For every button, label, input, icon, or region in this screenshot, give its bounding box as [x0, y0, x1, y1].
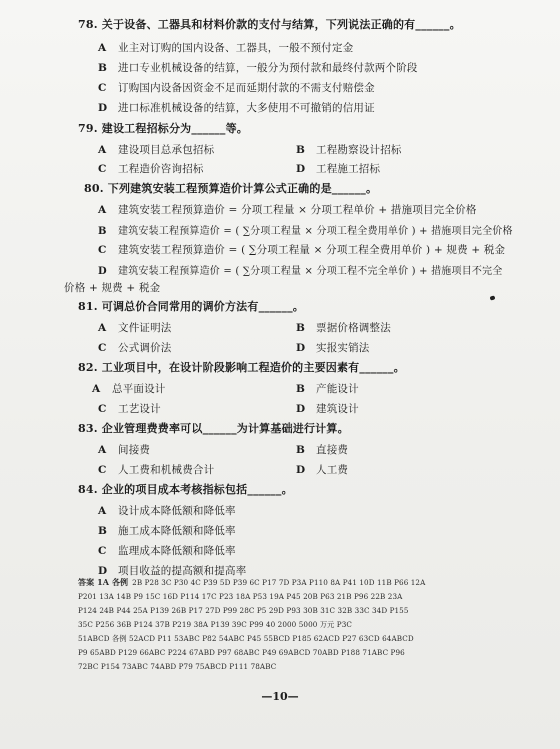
option-text: 直接费: [316, 444, 349, 456]
question-83-option-d: [296, 462, 348, 477]
option-text: 间接费: [118, 444, 151, 456]
option-key: A: [98, 444, 107, 456]
option-key: C: [98, 403, 107, 415]
answer-key-line: [78, 575, 528, 590]
option-text: 建筑安装工程预算造价 = ( ∑分项工程量 × 分项工程全费用单价 ) + 规费 + 税金: [118, 244, 506, 256]
question-81-option-c: [98, 340, 172, 355]
question-80-option-d-continuation: 价格 + 规费 + 税金: [64, 282, 161, 294]
answer-key-line: 72BC P154 73ABC 74ABD P79 75ABCD P111 78ABC: [78, 662, 277, 671]
question-82-option-a: [92, 381, 166, 396]
option-key: A: [98, 204, 107, 216]
question-80-option-c: [98, 242, 505, 257]
question-81-option-b: [296, 320, 391, 335]
option-text: 文件证明法: [118, 322, 172, 334]
option-text: 建筑安装工程预算造价 = ( ∑分项工程量 × 分项工程不完全单价 ) + 措施项目不完全: [118, 266, 503, 277]
option-text: 公式调价法: [118, 342, 172, 354]
question-79-option-c: [98, 161, 204, 176]
question-81-option-a: [98, 320, 172, 335]
option-key: B: [296, 383, 306, 395]
option-text: 工程施工招标: [316, 163, 381, 175]
option-text: 总平面设计: [112, 383, 166, 395]
answer-key-lead: 答案 1A 各例: [78, 577, 129, 587]
question-84-option-b: [98, 523, 236, 538]
option-text: 项目收益的提高额和提高率: [118, 565, 247, 577]
option-text: 订购国内设备因资金不足而延期付款的不需支付赔偿金: [118, 82, 375, 94]
option-key: C: [98, 464, 107, 476]
answer-key-line: P201 13A 14B P9 15C 16D P114 17C P23 18A P53 19A P45 20B P63 21B P96 22B 23A: [78, 592, 403, 601]
answer-key-line: 51ABCD 各例 52ACD P11 53ABC P82 54ABC P45 55BCD P185 62ACD P27 63CD 64ABCD: [78, 634, 414, 643]
option-text: 建设项目总承包招标: [118, 144, 215, 156]
option-text: 施工成本降低额和降低率: [118, 525, 236, 537]
option-text: 工程勘察设计招标: [316, 144, 402, 156]
question-82-stem: 82. 工业项目中，在设计阶段影响工程造价的主要因素有______。: [78, 361, 405, 374]
option-text: 人工费和机械费合计: [118, 464, 215, 476]
answer-key: [78, 575, 528, 674]
option-text: 人工费: [316, 464, 349, 476]
question-84-stem: 84. 企业的项目成本考核指标包括______。: [78, 483, 293, 496]
option-key: D: [296, 464, 306, 476]
option-key: A: [98, 42, 107, 54]
option-text: 工程造价咨询招标: [118, 163, 204, 175]
option-key: D: [98, 565, 108, 577]
question-84-option-c: [98, 543, 236, 558]
question-80-option-d: [98, 262, 503, 277]
question-80-option-b: [98, 222, 513, 237]
option-key: B: [296, 444, 306, 456]
question-78-option-b: [98, 60, 418, 75]
question-81-option-d: [296, 340, 370, 355]
question-84-option-a: [98, 503, 236, 518]
option-key: D: [296, 163, 306, 175]
question-78-option-a: [98, 40, 353, 55]
option-key: D: [98, 266, 107, 277]
option-text: 工艺设计: [118, 403, 161, 415]
page-number: —10—: [261, 690, 299, 703]
option-text: 产能设计: [316, 383, 359, 395]
question-78-option-c: [98, 80, 375, 95]
option-text: 票据价格调整法: [316, 322, 391, 334]
option-key: D: [296, 342, 306, 354]
option-key: B: [98, 62, 108, 74]
option-key: C: [98, 163, 107, 175]
option-text: 设计成本降低额和降低率: [118, 505, 236, 517]
answer-key-line: 35C P256 36B P124 37B P219 38A P139 39C P99 40 2000 5000 万元 P3C: [78, 620, 352, 629]
question-83-option-c: [98, 462, 214, 477]
question-82-option-d: [296, 401, 359, 416]
question-78-option-d: [98, 100, 375, 115]
option-key: B: [98, 525, 108, 537]
option-key: B: [296, 322, 306, 334]
option-key: D: [98, 102, 108, 114]
option-text: 监理成本降低额和降低率: [118, 545, 236, 557]
option-text: 业主对订购的国内设备、工器具，一般不预付定金: [118, 42, 354, 54]
answer-key-line: P124 24B P44 25A P139 26B P17 27D P99 28C P5 29D P93 30B 31C 32B 33C 34D P155: [78, 606, 409, 615]
option-key: C: [98, 244, 107, 256]
option-key: B: [98, 226, 107, 237]
option-key: C: [98, 82, 107, 94]
question-83-stem: 83. 企业管理费费率可以______为计算基础进行计算。: [78, 422, 349, 435]
question-81-stem: 81. 可调总价合同常用的调价方法有______。: [78, 300, 304, 313]
question-83-option-a: [98, 442, 150, 457]
question-83-option-b: [296, 442, 348, 457]
option-text: 建筑安装工程预算造价 = 分项工程量 × 分项工程单价 + 措施项目完全价格: [118, 204, 477, 216]
question-80-stem: 80. 下列建筑安装工程预算造价计算公式正确的是______。: [84, 182, 378, 195]
option-key: C: [98, 545, 107, 557]
option-text: 进口专业机械设备的结算，一般分为预付款和最终付款两个阶段: [118, 62, 418, 74]
answer-key-text: 2B P28 3C P30 4C P39 5D P39 6C P17 7D P3A P110 8A P41 10D 11B P66 12A: [132, 578, 426, 587]
question-79-option-a: [98, 142, 214, 157]
option-text: 实报实销法: [316, 342, 370, 354]
question-80-option-a: [98, 202, 477, 217]
question-82-option-c: [98, 401, 161, 416]
option-key: A: [98, 144, 107, 156]
option-key: A: [98, 505, 107, 517]
answer-key-line: P9 65ABD P129 66ABC P224 67ABD P97 68ABC P49 69ABCD 70ABD P188 71ABC P96: [78, 648, 405, 657]
option-key: A: [92, 383, 101, 395]
option-text: 进口标准机械设备的结算，大多使用不可撤销的信用证: [118, 102, 375, 114]
question-82-option-b: [296, 381, 359, 396]
option-key: C: [98, 342, 107, 354]
question-78-stem: 78. 关于设备、工器具和材料价款的支付与结算，下列说法正确的有______。: [78, 18, 461, 31]
option-key: B: [296, 144, 306, 156]
question-79-option-d: [296, 161, 380, 176]
option-key: A: [98, 322, 107, 334]
question-79-option-b: [296, 142, 402, 157]
option-text: 建筑设计: [316, 403, 359, 415]
option-text: 建筑安装工程预算造价 = ( ∑分项工程量 × 分项工程全费用单价 ) + 措施项目完全价格: [118, 226, 513, 237]
question-79-stem: 79. 建设工程招标分为______等。: [78, 122, 248, 135]
option-key: D: [296, 403, 306, 415]
